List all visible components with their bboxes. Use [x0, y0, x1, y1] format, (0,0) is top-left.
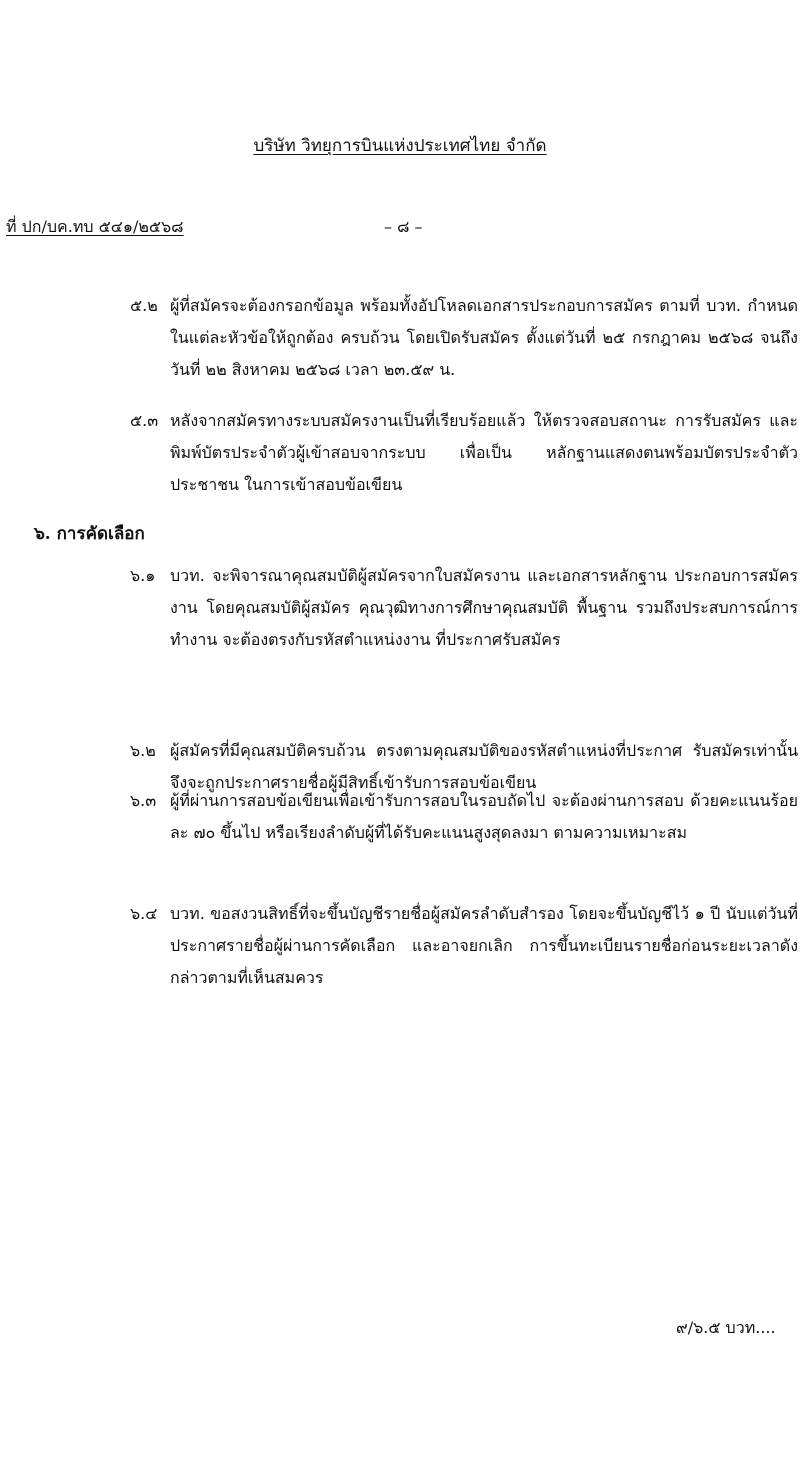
item-text: บวท. ขอสงวนสิทธิ์ที่จะขึ้นบัญชีรายชื่อผู้สมัครลำดับสำรอง โดยจะขึ้นบัญชีไว้ ๑ ปี นับแต่วันที่ประกาศรายชื่อผู้ผ่านการคัดเลือก และอาจยกเลิก การขึ้นทะเบียนรายชื่อก่อนระยะเวลาดังกล่าวตามที่เห็นสมควร [170, 904, 798, 987]
item-text: ผู้ที่ผ่านการสอบข้อเขียนเพื่อเข้ารับการสอบในรอบถัดไป จะต้องผ่านการสอบ ด้วยคะแนนร้อยละ ๗๐ ขึ้นไป หรือเรียงลำดับผู้ที่ได้รับคะแนนสูงสุดลงมา ตามความเหมาะสม [170, 791, 798, 842]
item-number: ๕.๓ [130, 411, 159, 430]
list-item-6-1 [130, 560, 798, 656]
item-text: ผู้สมัครที่มีคุณสมบัติครบถ้วน ตรงตามคุณสมบัติของรหัสตำแหน่งที่ประกาศ รับสมัครเท่านั้น จึงจะถูกประกาศรายชื่อผู้มีสิทธิ์เข้ารับการสอบข้อเขียน [170, 741, 798, 792]
item-number: ๖.๔ [130, 904, 158, 923]
item-number: ๖.๓ [130, 791, 157, 810]
page-number: – ๘ – [384, 217, 423, 236]
section-heading: ๖. การคัดเลือก [34, 524, 145, 544]
item-text: บวท. จะพิจารณาคุณสมบัติผู้สมัครจากใบสมัครงาน และเอกสารหลักฐาน ประกอบการสมัครงาน โดยคุณสมบัติผู้สมัคร คุณวุฒิทางการศึกษาคุณสมบัติ พื้นฐาน รวมถึงประสบการณ์การทำงาน จะต้องตรงกับรหัสตำแหน่งงาน ที่ประกาศรับสมัคร [170, 566, 798, 649]
list-item-5-3 [130, 405, 798, 501]
document-reference: ที่ ปก/บค.ทบ ๕๔๑/๒๕๖๘ [6, 217, 184, 236]
organization-title: บริษัท วิทยุการบินแห่งประเทศไทย จำกัด [253, 136, 547, 156]
list-item-6-4 [130, 898, 798, 994]
item-number: ๖.๑ [130, 566, 156, 585]
list-item-5-2 [130, 290, 798, 386]
continuation-reference: ๙/๖.๕ บวท.... [676, 1318, 776, 1337]
item-number: ๕.๒ [130, 296, 158, 315]
item-text: หลังจากสมัครทางระบบสมัครงานเป็นที่เรียบร้อยแล้ว ให้ตรวจสอบสถานะ การรับสมัคร และพิมพ์บัตรประจำตัวผู้เข้าสอบจากระบบ เพื่อเป็น หลักฐานแสดงตนพร้อมบัตรประจำตัวประชาชน ในการเข้าสอบข้อเขียน [170, 411, 798, 494]
list-item-6-3 [130, 785, 798, 849]
item-number: ๖.๒ [130, 741, 156, 760]
item-text: ผู้ที่สมัครจะต้องกรอกข้อมูล พร้อมทั้งอัปโหลดเอกสารประกอบการสมัคร ตามที่ บวท. กำหนดในแต่ละหัวข้อให้ถูกต้อง ครบถ้วน โดยเปิดรับสมัคร ตั้งแต่วันที่ ๒๕ กรกฎาคม ๒๕๖๘ จนถึงวันที่ ๒๒ สิงหาคม ๒๕๖๘ เวลา ๒๓.๕๙ น. [170, 296, 798, 379]
